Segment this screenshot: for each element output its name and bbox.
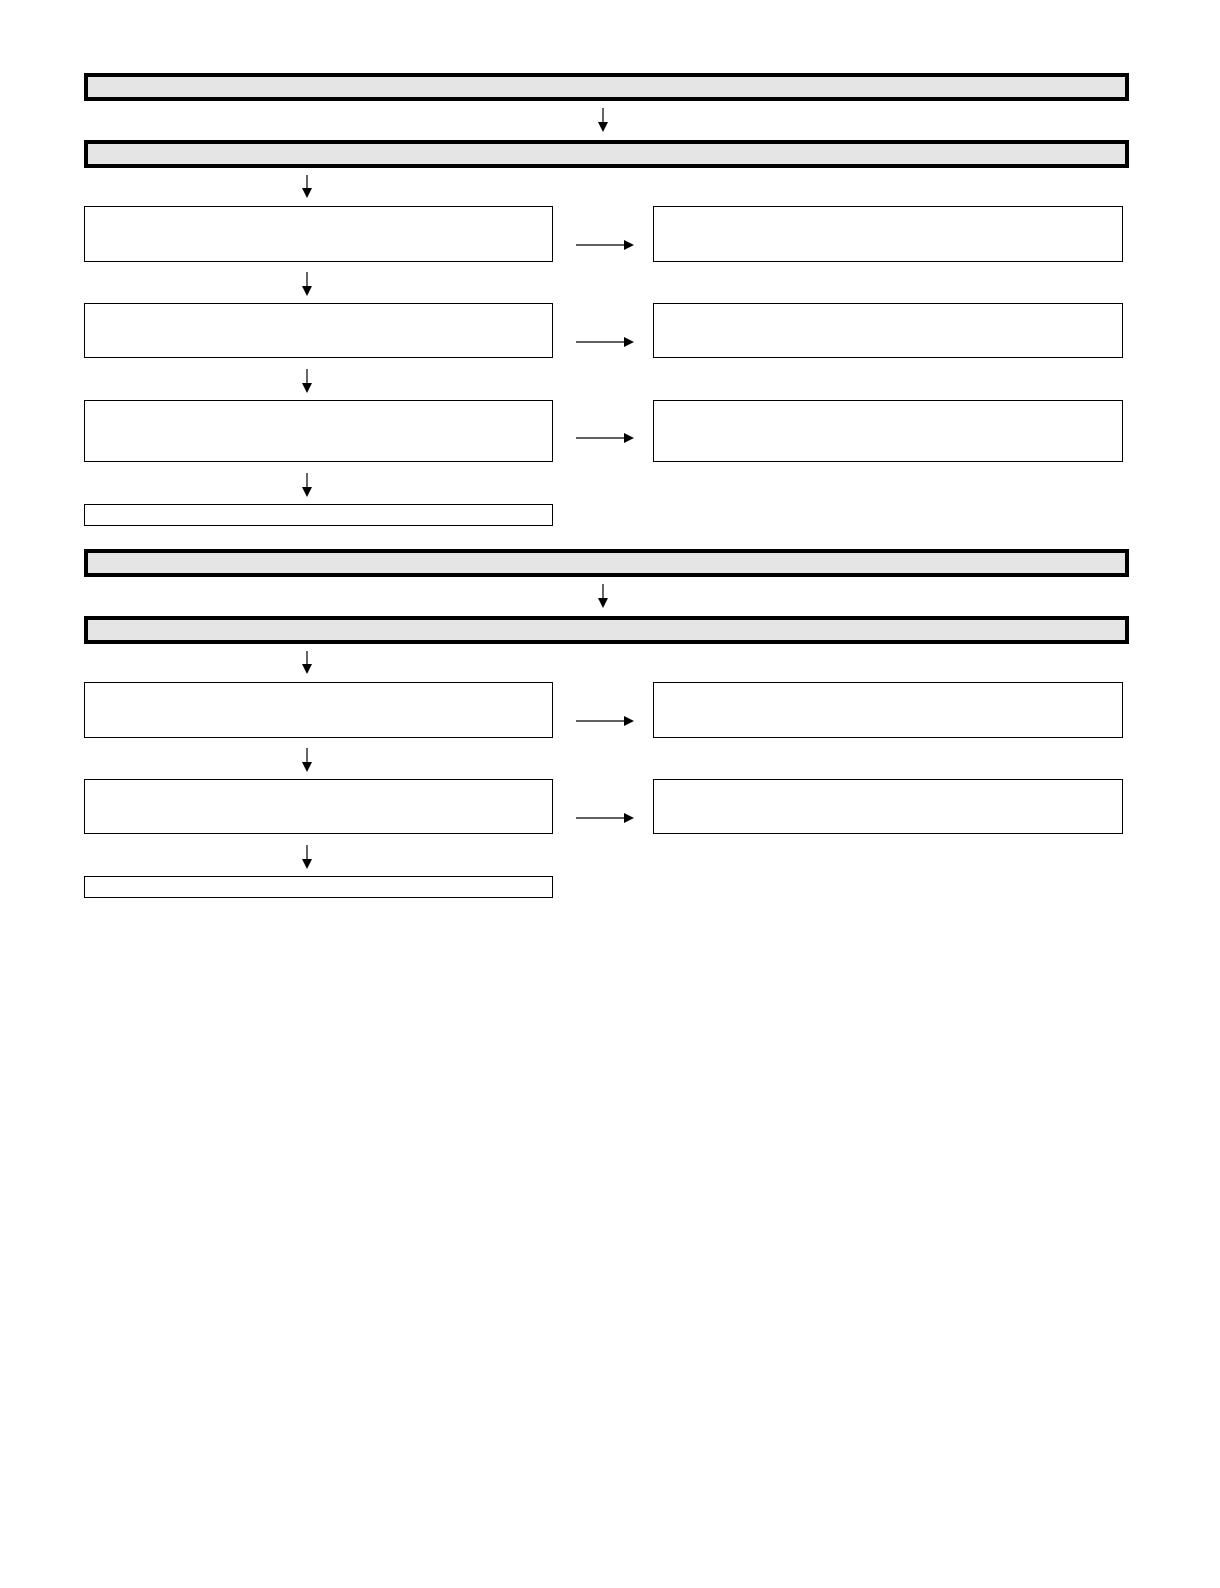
section-2-result-2 <box>653 779 1123 834</box>
section-1-step-2 <box>84 303 553 358</box>
section-2-step-1 <box>84 682 553 738</box>
section-1-header-secondary <box>84 140 1129 168</box>
section-1-result-2 <box>653 303 1123 358</box>
section-1-result-1 <box>653 206 1123 262</box>
section-2-header-primary <box>84 549 1129 577</box>
section-1-step-3 <box>84 400 553 462</box>
section-1-end-box <box>84 504 553 526</box>
section-2-end-box <box>84 876 553 898</box>
section-1-result-3 <box>653 400 1123 462</box>
section-2-header-secondary <box>84 616 1129 644</box>
section-2-step-2 <box>84 779 553 834</box>
section-2-result-1 <box>653 682 1123 738</box>
section-1-header-primary <box>84 73 1129 101</box>
section-1-step-1 <box>84 206 553 262</box>
